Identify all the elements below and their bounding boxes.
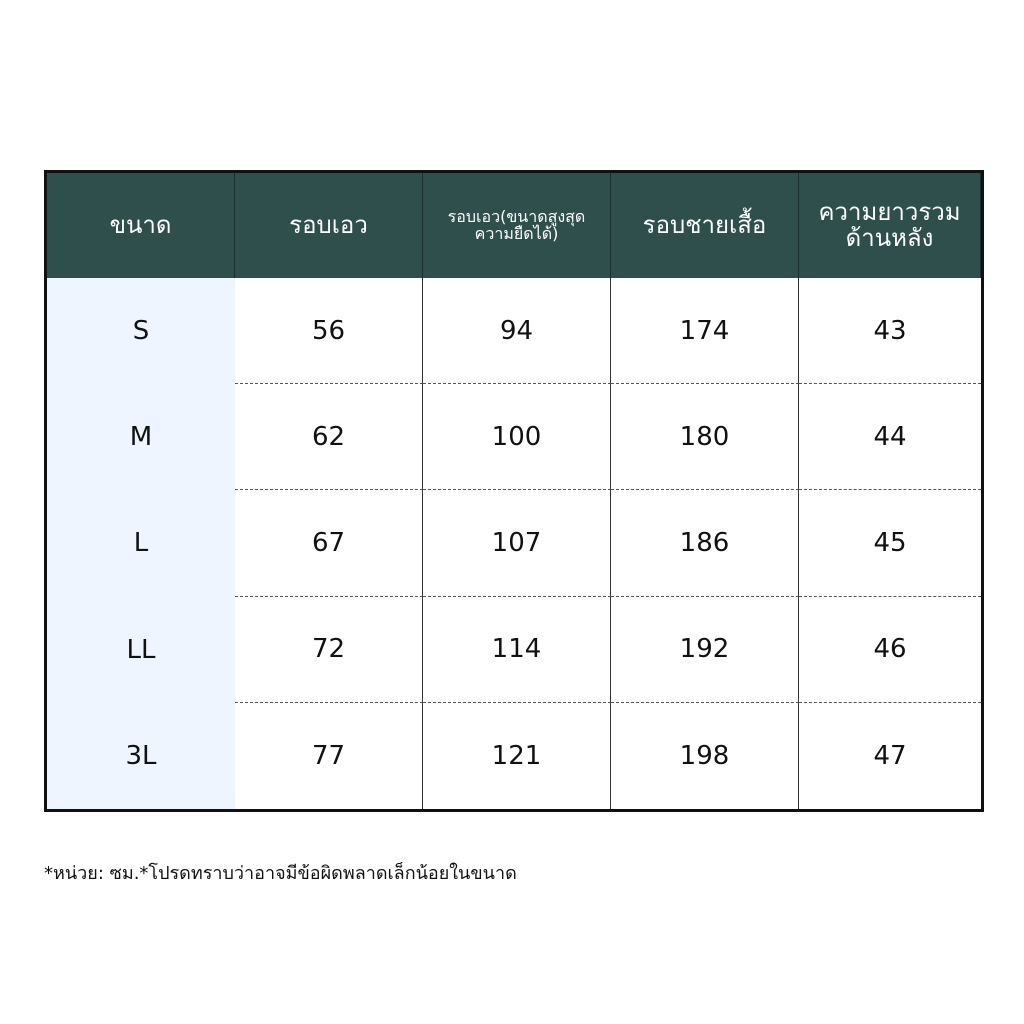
table-cell: 174 [611, 278, 799, 384]
table-cell: 94 [423, 278, 611, 384]
table-cell: 46 [799, 597, 981, 703]
table-cell: 192 [611, 597, 799, 703]
table-cell: 43 [799, 278, 981, 384]
table-cell: 100 [423, 384, 611, 490]
table-cell: 44 [799, 384, 981, 490]
table-cell: 114 [423, 597, 611, 703]
table-cell: 72 [235, 597, 423, 703]
header-size: ขนาด [47, 173, 235, 278]
size-label: 3L [47, 703, 235, 809]
size-table [44, 170, 984, 812]
size-label: L [47, 490, 235, 596]
table-cell: 186 [611, 490, 799, 596]
header-back-length: ความยาวรวมด้านหลัง [799, 173, 981, 278]
table-cell: 67 [235, 490, 423, 596]
table-cell: 47 [873, 740, 907, 771]
size-label: S [47, 278, 235, 384]
footnote: *หน่วย: ซม.*โปรดทราบว่าอาจมีข้อผิดพลาดเล็กน้อยในขนาด [44, 863, 517, 884]
header-hem: รอบชายเสื้อ [611, 173, 799, 278]
table-cell: 198 [611, 703, 799, 809]
header-waist: รอบเอว [235, 173, 423, 278]
size-label: M [47, 384, 235, 490]
table-cell: 62 [235, 384, 423, 490]
table-cell: 121 [423, 703, 611, 809]
table-cell: 56 [235, 278, 423, 384]
header-waist-max-stretch: รอบเอว(ขนาดสูงสุดความยืดได้) [423, 173, 611, 278]
table-cell: 77 [235, 703, 423, 809]
table-cell: 107 [423, 490, 611, 596]
table-cell: 45 [799, 490, 981, 596]
table-cell: 180 [611, 384, 799, 490]
size-label: LL [47, 597, 235, 703]
